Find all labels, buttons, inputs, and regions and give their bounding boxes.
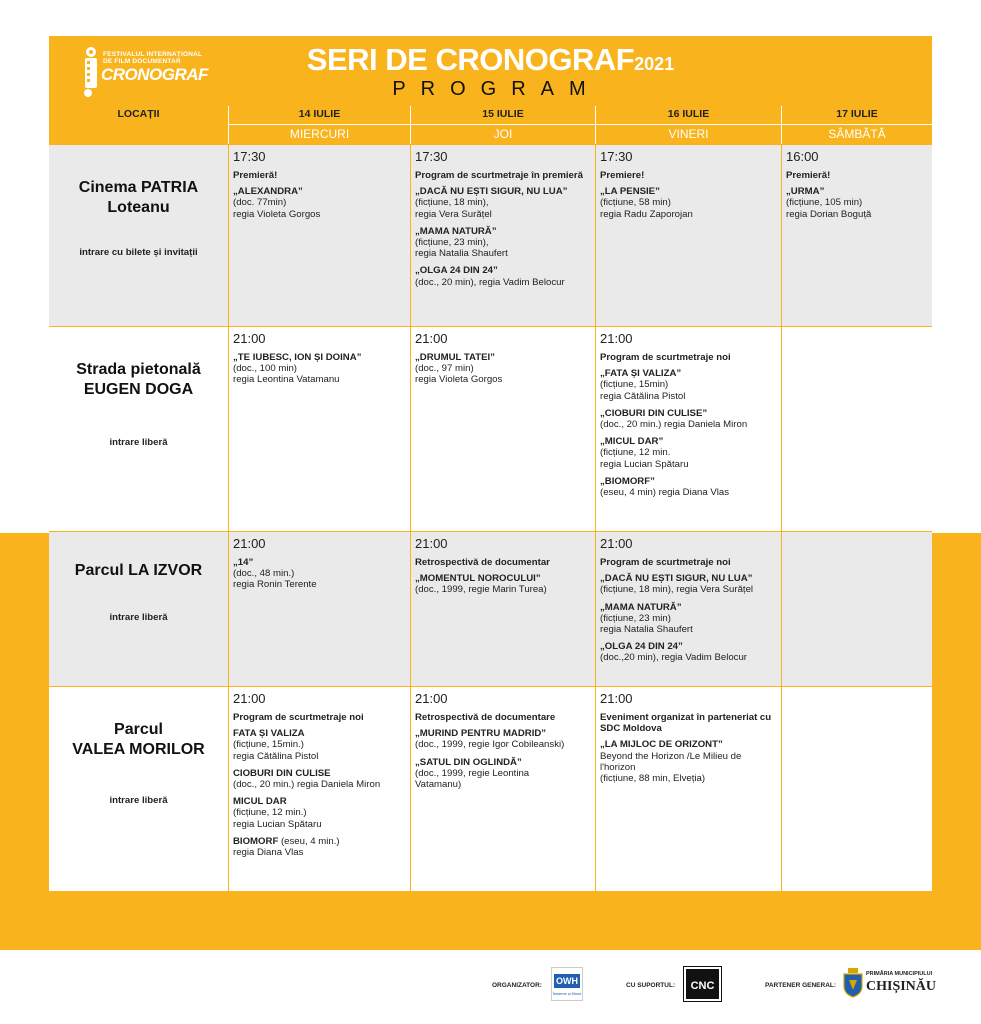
film-entry — [415, 186, 591, 220]
film-entry — [233, 186, 406, 220]
organizer-logo — [551, 967, 583, 1001]
film-detail: regia Leontina Vatamanu — [233, 374, 340, 386]
program-heading: Eveniment organizat în parteneriat cu SDC Moldova — [600, 712, 772, 735]
film-detail: (doc., 97 min) — [415, 363, 474, 375]
location-name-line: Strada pietonală — [76, 361, 201, 378]
location-name-line: VALEA MORILOR — [72, 741, 205, 758]
schedule-cell — [781, 326, 932, 531]
film-entry — [415, 226, 591, 260]
film-detail: regia Lucian Spătaru — [233, 818, 322, 830]
film-detail: (ficțiune, 12 min.) — [233, 807, 307, 819]
film-entry — [600, 186, 777, 220]
film-entry — [415, 728, 591, 750]
film-entry — [415, 757, 591, 791]
film-title: „MOMENTUL NOROCULUI” — [415, 573, 541, 585]
film-detail: (ficțiune, 18 min), regia Vera Surățel — [600, 584, 754, 596]
screening-time: 21:00 — [415, 691, 448, 706]
page-title — [49, 42, 932, 78]
film-detail: regia Violeta Gorgos — [415, 374, 503, 386]
film-title: MICUL DAR — [233, 796, 287, 808]
schedule-cell — [410, 144, 595, 326]
location-entry: intrare liberă — [109, 612, 168, 623]
schedule-cell — [410, 326, 595, 531]
column-header-locations — [49, 106, 228, 144]
location-name-line: Parcul — [114, 721, 163, 738]
film-detail: (doc., 100 min) — [233, 363, 297, 375]
film-title: „OLGA 24 DIN 24” — [415, 265, 498, 277]
schedule-cell — [595, 531, 781, 686]
film-detail: (eseu, 4 min.) — [278, 835, 340, 847]
film-title: „MURIND PENTRU MADRID” — [415, 728, 547, 740]
schedule-cell — [595, 144, 781, 326]
film-title: „MAMA NATURĂ” — [600, 601, 682, 613]
film-detail: (doc., 1999, regie Marin Turea) — [415, 584, 547, 596]
film-entry — [233, 728, 406, 762]
film-detail: (ficțiune, 23 min) — [600, 612, 671, 624]
film-entry — [600, 641, 777, 663]
column-weekday: VINERI — [596, 124, 781, 141]
column-weekday: JOI — [411, 124, 595, 141]
schedule-cell — [781, 144, 932, 326]
film-detail: (ficțiune, 15min) — [600, 379, 669, 391]
film-entry — [600, 602, 777, 636]
film-title: „TE IUBESC, ION ȘI DOINA” — [233, 352, 362, 363]
location-name — [49, 178, 228, 218]
screening-time: 17:30 — [600, 149, 633, 164]
schedule-cell — [781, 531, 932, 686]
support-logo-text: CNC — [690, 980, 715, 992]
film-detail: regia Dorian Boguță — [786, 208, 872, 220]
film-detail: (doc., 20 min), regia Vadim Belocur — [415, 276, 565, 288]
screening-time: 16:00 — [786, 149, 819, 164]
film-detail: (doc., 1999, regie Igor Cobileanski) — [415, 739, 565, 751]
screening-time: 21:00 — [415, 331, 448, 346]
schedule-cell — [228, 686, 410, 891]
screening-time: 17:30 — [233, 149, 266, 164]
location-entry: intrare cu bilete și invitații — [79, 247, 198, 258]
title-year: 2021 — [634, 54, 675, 74]
program-heading: Program de scurtmetraje noi — [600, 352, 731, 363]
film-title: CIOBURI DIN CULISE — [233, 767, 331, 779]
film-entry — [415, 265, 591, 287]
location-name-line: EUGEN DOGA — [83, 381, 194, 398]
screening-time: 17:30 — [415, 149, 448, 164]
page-subtitle: PROGRAM — [392, 78, 601, 100]
column-label: LOCAȚII — [117, 108, 160, 120]
film-detail: regia Radu Zaporojan — [600, 208, 693, 220]
film-detail: regia Ronin Terente — [233, 579, 317, 591]
film-detail: (ficțiune, 58 min) — [600, 197, 671, 209]
film-title: „MICUL DAR” — [600, 436, 664, 448]
partner-name: CHIȘINĂU — [866, 979, 937, 994]
location-cell — [49, 144, 228, 326]
film-title: „LA PENSIE” — [600, 186, 660, 198]
film-entry — [233, 796, 406, 830]
film-detail: (ficțiune, 15min.) — [233, 739, 304, 751]
schedule-cell — [410, 531, 595, 686]
header — [49, 36, 932, 106]
program-heading: Premieră! — [233, 170, 278, 181]
film-title: „CIOBURI DIN CULISE” — [600, 407, 708, 419]
film-title: „SATUL DIN OGLINDĂ” — [415, 756, 522, 768]
screening-time: 21:00 — [233, 691, 266, 706]
film-entry — [600, 739, 777, 784]
partner-label: PARTENER GENERAL: — [765, 982, 837, 989]
screening-time: 21:00 — [415, 536, 448, 551]
film-detail: regia Cătălina Pistol — [233, 750, 319, 762]
film-detail: regia Diana Vlas — [233, 847, 304, 859]
column-weekday: MIERCURI — [229, 124, 410, 141]
film-detail: (doc., 20 min.) regia Daniela Miron — [233, 779, 381, 791]
film-entry — [600, 476, 777, 498]
film-entry — [415, 573, 591, 595]
schedule-cell — [228, 326, 410, 531]
film-entry — [233, 352, 406, 386]
film-title: „MAMA NATURĂ” — [415, 225, 497, 237]
film-entry — [233, 768, 406, 790]
location-name — [49, 360, 228, 400]
film-entry — [786, 186, 928, 220]
title-main: SERI DE CRONOGRAF — [306, 42, 635, 77]
partner-small-text: PRIMĂRIA MUNICIPIULUI — [866, 971, 933, 977]
program-table — [49, 36, 932, 891]
chisinau-crest-icon — [843, 968, 863, 998]
location-entry: intrare liberă — [109, 795, 168, 806]
film-detail: (ficțiune, 12 min. — [600, 447, 671, 459]
film-detail: regia Cătălina Pistol — [600, 390, 686, 402]
location-name-line: Loteanu — [107, 199, 170, 216]
location-entry: intrare liberă — [109, 437, 168, 448]
column-weekday: SÂMBĂTĂ — [782, 124, 932, 141]
film-title: „ALEXANDRA” — [233, 186, 303, 198]
program-heading: Premieră! — [786, 170, 831, 181]
film-entry — [600, 408, 777, 430]
logo-small-text: FESTIVALUL INTERNAȚIONAL DE FILM DOCUMENTAR — [103, 51, 203, 65]
film-title: BIOMORF — [233, 835, 279, 847]
film-detail: Beyond the Horizon /Le Milieu de l'horizon — [600, 750, 742, 773]
screening-time: 21:00 — [233, 331, 266, 346]
film-detail: (doc.,20 min), regia Vadim Belocur — [600, 652, 747, 664]
film-detail: (eseu, 4 min) regia Diana Vlas — [600, 487, 730, 499]
film-detail: (ficțiune, 23 min), — [415, 237, 489, 249]
film-title: „DRUMUL TATEI” — [415, 352, 495, 363]
film-entry — [600, 436, 777, 470]
film-title: „URMA” — [786, 186, 825, 198]
film-detail: (doc., 20 min.) regia Daniela Miron — [600, 419, 748, 431]
film-entry — [233, 836, 406, 858]
column-date: 16 IULIE — [667, 108, 710, 120]
program-heading: Program de scurtmetraje în premieră — [415, 170, 583, 181]
support-label: CU SUPORTUL: — [626, 982, 676, 989]
film-detail: regia Vera Surățel — [415, 208, 492, 220]
column-date: 17 IULIE — [836, 108, 878, 120]
film-title: „OLGA 24 DIN 24” — [600, 641, 683, 653]
film-entry — [600, 573, 777, 595]
film-title: FATA ȘI VALIZA — [233, 728, 305, 740]
logo-name: CRONOGRAF — [101, 65, 208, 84]
column-date: 14 IULIE — [298, 108, 341, 120]
location-cell — [49, 531, 228, 686]
column-header-day-2 — [410, 106, 595, 144]
film-title: „FATA ȘI VALIZA” — [600, 368, 682, 380]
location-name — [49, 561, 228, 581]
film-detail: (ficțiune, 105 min) — [786, 197, 863, 209]
location-name — [49, 720, 228, 760]
film-detail: (doc., 1999, regie Leontina — [415, 767, 530, 779]
program-heading: Program de scurtmetraje noi — [233, 712, 364, 723]
film-detail: (doc. 77min) — [233, 197, 287, 209]
film-entry — [415, 352, 591, 386]
program-heading: Premiere! — [600, 170, 645, 181]
organizer-logo-sub: Însieme și filmul — [552, 991, 582, 996]
schedule-cell — [595, 686, 781, 891]
column-header-day-1 — [228, 106, 410, 144]
screening-time: 21:00 — [600, 536, 633, 551]
film-title: „DACĂ NU EȘTI SIGUR, NU LUA” — [415, 186, 568, 198]
location-name-line: Parcul LA IZVOR — [74, 562, 203, 579]
program-heading: Retrospectivă de documentar — [415, 557, 550, 568]
film-detail: (ficțiune, 18 min), — [415, 197, 489, 209]
location-cell — [49, 686, 228, 891]
organizer-label: ORGANIZATOR: — [492, 982, 542, 989]
film-detail: regia Lucian Spătaru — [600, 458, 689, 470]
film-entry — [233, 557, 406, 591]
film-detail: (ficțiune, 88 min, Elveția) — [600, 773, 706, 785]
column-date: 15 IULIE — [482, 108, 524, 120]
film-detail: Vatamanu) — [415, 779, 462, 791]
program-heading: Program de scurtmetraje noi — [600, 557, 731, 568]
film-detail: regia Violeta Gorgos — [233, 208, 321, 220]
film-detail: regia Natalia Shaufert — [600, 624, 693, 636]
column-header-day-4 — [781, 106, 932, 144]
schedule-cell — [595, 326, 781, 531]
film-detail: regia Natalia Shaufert — [415, 248, 508, 260]
support-logo — [684, 967, 721, 1001]
film-title: „14” — [233, 557, 254, 568]
schedule-cell — [228, 144, 410, 326]
film-detail: (doc., 48 min.) — [233, 568, 295, 580]
footer — [0, 965, 981, 1005]
schedule-cell — [410, 686, 595, 891]
film-title: „LA MIJLOC DE ORIZONT” — [600, 739, 723, 751]
screening-time: 21:00 — [600, 691, 633, 706]
column-header-day-3 — [595, 106, 781, 144]
screening-time: 21:00 — [233, 536, 266, 551]
schedule-cell — [781, 686, 932, 891]
schedule-cell — [228, 531, 410, 686]
screening-time: 21:00 — [600, 331, 633, 346]
film-entry — [600, 368, 777, 402]
location-cell — [49, 326, 228, 531]
organizer-logo-text: OWH — [556, 976, 578, 986]
film-title: „DACĂ NU EȘTI SIGUR, NU LUA” — [600, 573, 753, 585]
film-title: „BIOMORF” — [600, 475, 655, 487]
program-heading: Retrospectivă de documentare — [415, 712, 556, 723]
location-name-line: Cinema PATRIA — [78, 179, 199, 196]
